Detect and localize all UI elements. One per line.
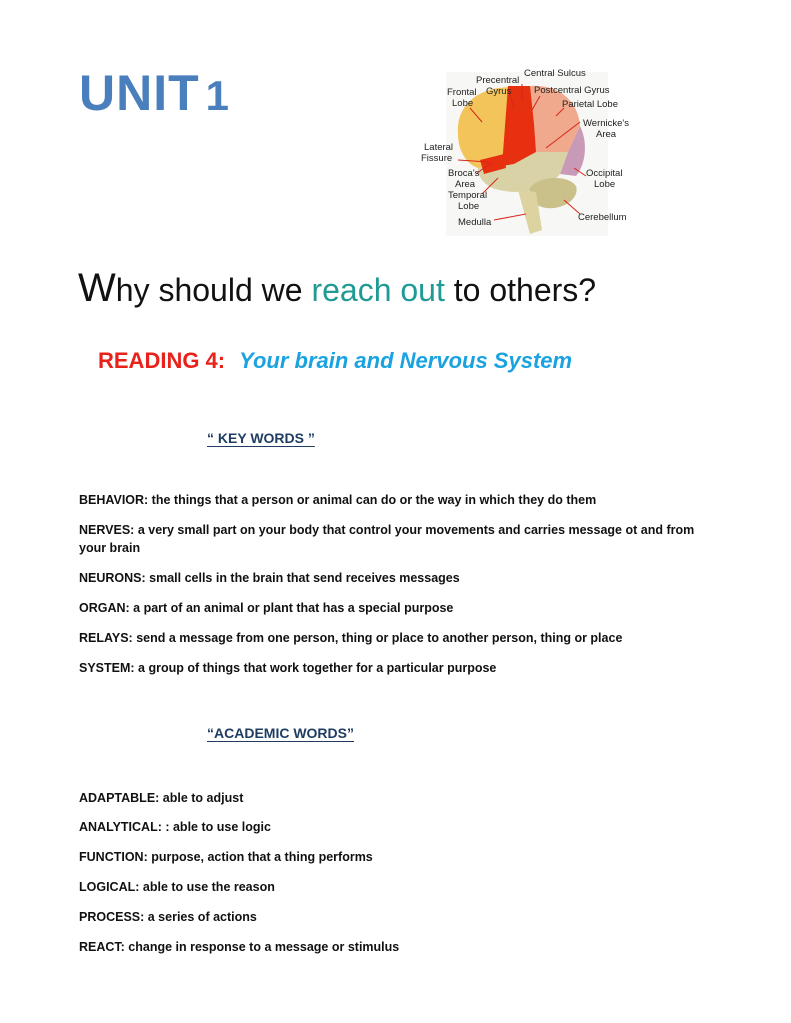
academic-word-analytical: ANALYTICAL: : able to use logic (79, 820, 271, 834)
reading-label: READING 4: (98, 348, 226, 373)
label-lateral-1: Lateral (424, 142, 454, 153)
question-part-1: hy should we (115, 272, 312, 308)
motor-cortex (502, 86, 536, 166)
label-broca-2: Area (455, 179, 476, 190)
academic-word-process: PROCESS: a series of actions (79, 910, 257, 924)
academic-word-react: REACT: change in response to a message or stimulus (79, 940, 400, 954)
label-postcentral: Postcentral Gyrus (534, 85, 610, 96)
label-broca-1: Broca's (448, 168, 480, 179)
label-precentral-1: Precentral (476, 75, 520, 86)
unit-title (79, 65, 231, 121)
key-words-heading: “ KEY WORDS ” (207, 430, 315, 446)
brain-diagram (418, 64, 636, 238)
label-frontal-1: Frontal (447, 87, 477, 98)
question-part-2: to others? (444, 272, 597, 308)
label-medulla: Medulla (458, 217, 492, 228)
label-central-sulcus: Central Sulcus (524, 68, 586, 79)
label-lateral-2: Fissure (421, 153, 453, 164)
key-word-system: SYSTEM: a group of things that work together for a particular purpose (79, 661, 497, 675)
academic-word-function: FUNCTION: purpose, action that a thing performs (79, 850, 373, 864)
label-occipital-1: Occipital (586, 168, 623, 179)
key-word-neurons: NEURONS: small cells in the brain that send receives messages (79, 571, 460, 585)
label-frontal-2: Lobe (452, 98, 474, 109)
reading-title: Your brain and Nervous System (239, 348, 573, 373)
label-wernicke-1: Wernicke's (583, 118, 629, 129)
unit-label: UNIT (79, 65, 200, 121)
label-parietal: Parietal Lobe (562, 99, 618, 110)
unit-question (78, 268, 596, 308)
label-temporal-1: Temporal (448, 190, 488, 201)
label-wernicke-2: Area (596, 129, 617, 140)
key-word-relays: RELAYS: send a message from one person, thing or place to another person, thing or place (79, 631, 623, 645)
reading-heading (98, 348, 572, 374)
label-cerebellum: Cerebellum (578, 212, 627, 223)
key-word-behavior: BEHAVIOR: the things that a person or animal can do or the way in which they do them (79, 493, 597, 507)
key-word-organ: ORGAN: a part of an animal or plant that has a special purpose (79, 601, 454, 615)
question-initial: W (78, 266, 116, 310)
question-highlight: reach out (311, 272, 445, 308)
academic-word-logical: LOGICAL: able to use the reason (79, 880, 275, 894)
label-temporal-2: Lobe (458, 201, 480, 212)
key-word-nerves: NERVES: a very small part on your body that control your movements and carries message ot and from your brain (79, 523, 695, 555)
label-occipital-2: Lobe (594, 179, 616, 190)
academic-words-heading: “ACADEMIC WORDS” (207, 725, 354, 741)
academic-word-adaptable: ADAPTABLE: able to adjust (79, 791, 244, 805)
unit-number: 1 (205, 72, 231, 119)
label-precentral-2: Gyrus (486, 86, 512, 97)
